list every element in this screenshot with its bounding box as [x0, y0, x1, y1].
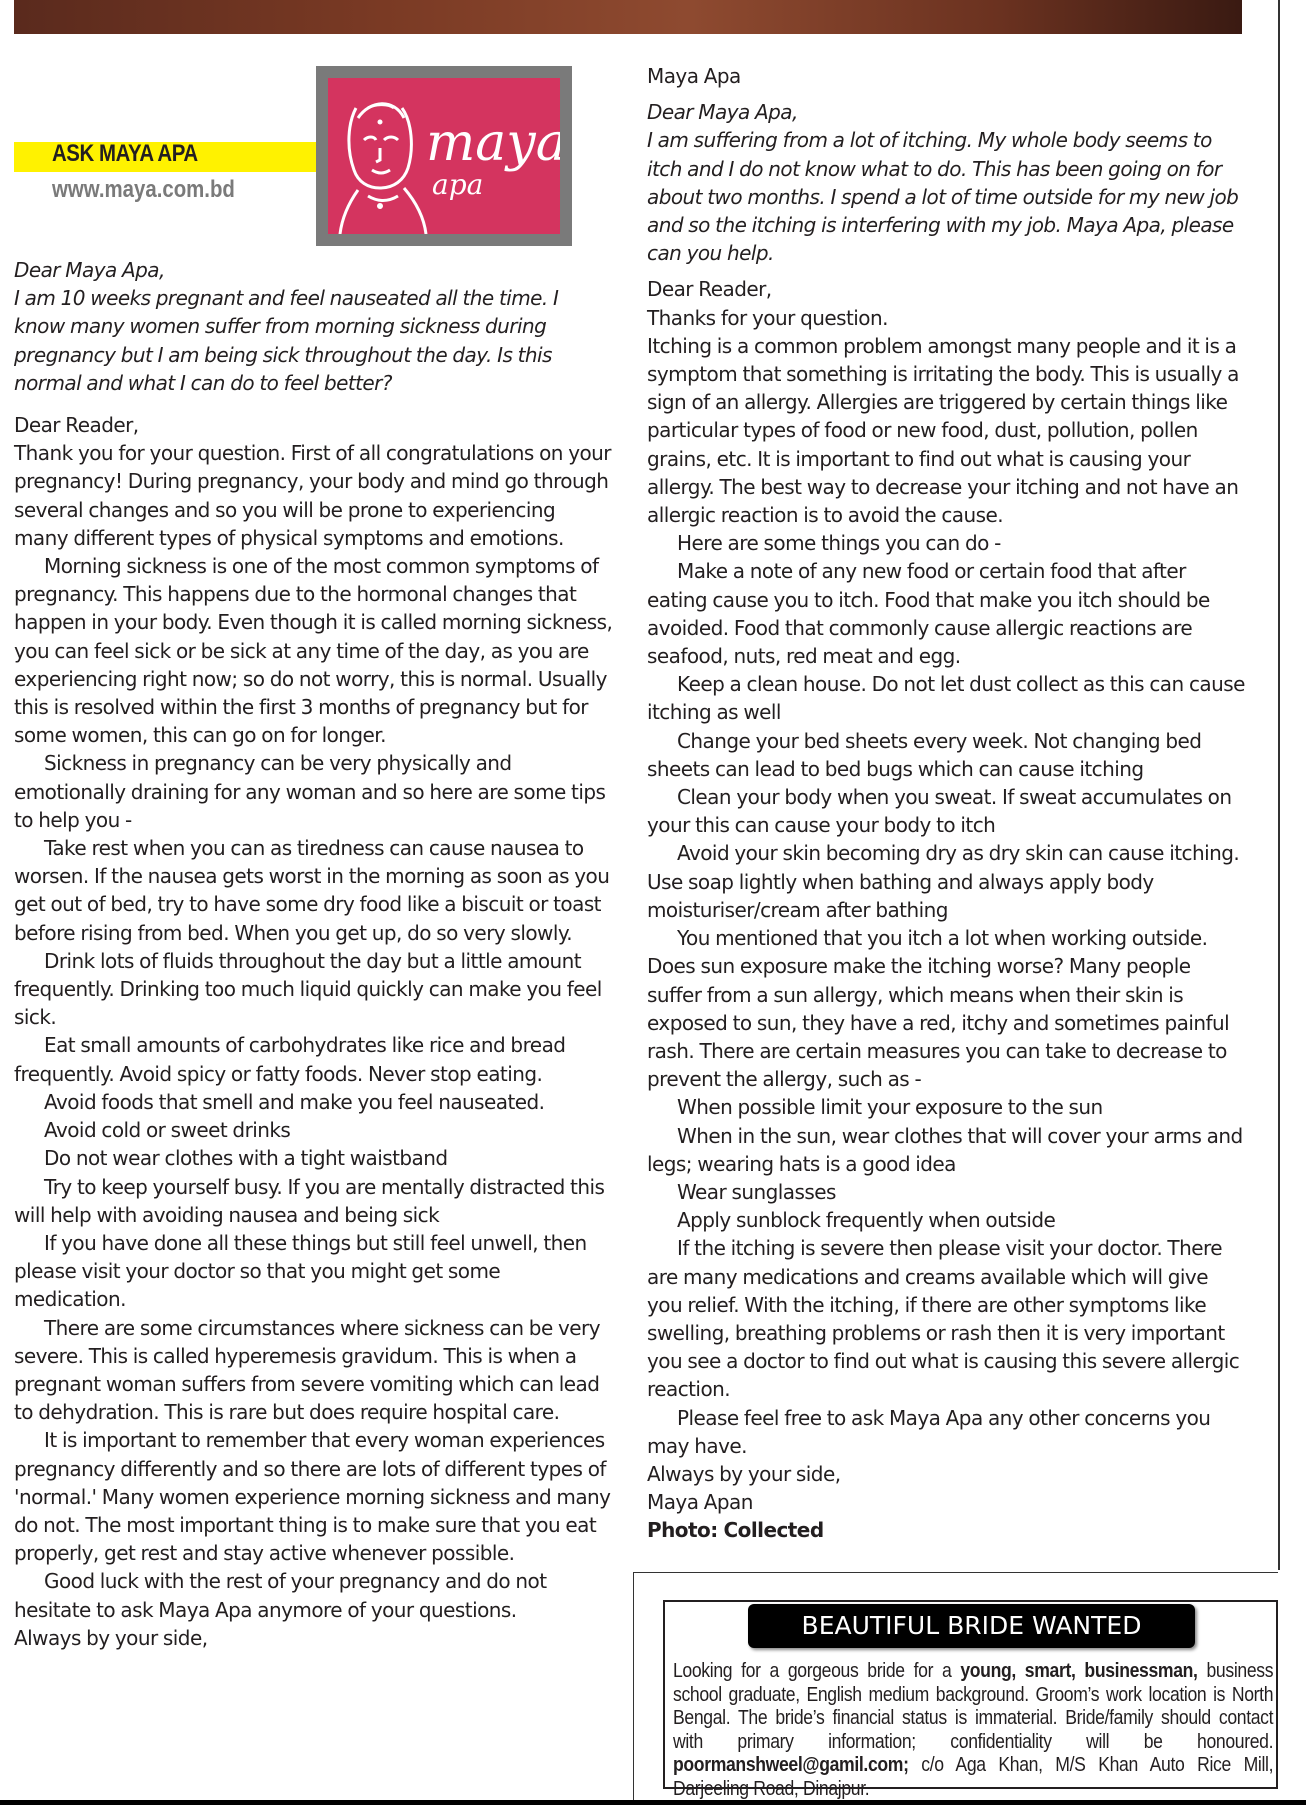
classified-text-part: business school graduate, English medium background. Groom’s work location is North Bengal. The bride’s financial status is immaterial. Bride/family should contact with primary information; confidentiality will be honoured. [673, 1660, 1274, 1753]
answer-paragraph: Please feel free to ask Maya Apa any other concerns you may have. [647, 1405, 1211, 1458]
column-title: ASK MAYA APA [52, 140, 198, 167]
photo-credit: Photo: Collected [647, 1518, 824, 1543]
website-link[interactable]: www.maya.com.bd [52, 176, 235, 203]
classified-text [673, 1660, 1273, 1801]
column-divider-rule [1278, 0, 1280, 1570]
classified-email[interactable]: poormanshweel@gamil.com; [673, 1754, 909, 1776]
closing-line: Always by your side, [14, 1625, 208, 1650]
classified-bold-text: young, smart, businessman, [960, 1660, 1198, 1682]
answer-paragraph: Morning sickness is one of the most common symptoms of pregnancy. This happens due to the hormonal changes that happen in your body. Even though it is called morning sickness, you can feel sick or be sick at any time of the day, as you are experiencing right now; so do not worry, this is normal. Usually this is resolved within the first 3 months of pregnancy but for some women, this can go on for longer. [14, 554, 613, 748]
answer-paragraph: When in the sun, wear clothes that will cover your arms and legs; wearing hats is a good idea [647, 1123, 1243, 1176]
answer-paragraph: There are some circumstances where sickness can be very severe. This is called hyperemesis gravidum. This is when a pregnant woman suffers from severe vomiting which can lead to dehydration. This is rare but does require hospital care. [14, 1315, 601, 1425]
maya-apa-logo [316, 66, 572, 246]
answer-thanks: Thanks for your question. [647, 305, 888, 330]
answer-paragraph: When possible limit your exposure to the sun [677, 1095, 1103, 1120]
question-text: I am suffering from a lot of itching. My whole body seems to itch and I do not know what to do. This has been going on for about two months. I spend a lot of time outside for my new job and so the itching is interfering with my job. Maya Apa, please can you help. [647, 128, 1239, 266]
answer-paragraph: Change your bed sheets every week. Not changing bed sheets can lead to bed bugs which can cause itching [647, 728, 1202, 781]
answer-paragraph: Sickness in pregnancy can be very physically and emotionally draining for any woman and so here are some tips to help you - [14, 751, 606, 832]
answer-paragraph: Keep a clean house. Do not let dust collect as this can cause itching as well [647, 672, 1245, 725]
question-salutation: Dear Maya Apa, [14, 258, 165, 282]
woman-face-icon [328, 78, 560, 234]
right-article-column [647, 62, 1247, 1545]
answer-paragraph: Avoid foods that smell and make you feel nauseated. [44, 1089, 545, 1114]
answer-paragraph: Itching is a common problem amongst many people and it is a symptom that something is irritating the body. This is usually a sign of an allergy. Allergies are triggered by certain things like particular types of food or new food, dust, pollution, pollen grains, etc. It is important to find out what is causing your allergy. The best way to decrease your itching and not have an allergic reaction is to avoid the cause. [647, 333, 1239, 528]
answer-paragraph: Wear sunglasses [677, 1179, 836, 1204]
answer-paragraph: Drink lots of fluids throughout the day but a little amount frequently. Drinking too much liquid quickly can make you feel sick. [14, 948, 602, 1030]
signoff-name: Maya Apa [647, 64, 741, 88]
answer-paragraph: Avoid your skin becoming dry as dry skin can cause itching. Use soap lightly when bathing and always apply body moisturiser/cream after bathing [647, 841, 1240, 922]
answer-salutation: Dear Reader, [14, 413, 139, 438]
page-bottom-rule [0, 1800, 1306, 1805]
classified-heading: BEAUTIFUL BRIDE WANTED [748, 1604, 1195, 1648]
logo-panel [328, 78, 560, 234]
answer-paragraph: Make a note of any new food or certain food that after eating cause you to itch. Food that make you itch should be avoided. Food that commonly cause allergic reactions are seafood, nuts, red meat and egg. [647, 559, 1210, 669]
logo-subtext: apa [432, 168, 484, 201]
answer-paragraph: If you have done all these things but still feel unwell, then please visit your doctor so that you might get some medication. [14, 1230, 587, 1312]
answer-paragraph: Apply sunblock frequently when outside [677, 1208, 1056, 1233]
answer-paragraph: If the itching is severe then please visit your doctor. There are many medications and creams available which will give you relief. With the itching, if there are other symptoms like swelling, breathing problems or rash then it is very important you see a doctor to find out what is causing this severe allergic reaction. [647, 1236, 1240, 1402]
answer-paragraph: It is important to remember that every woman experiences pregnancy differently and so there are lots of different types of 'normal.' Many women experience morning sickness and many do not. The most important thing is to make sure that you eat properly, get rest and stay active whenever possible. [14, 1428, 611, 1566]
answer-paragraph: Here are some things you can do - [677, 531, 1001, 556]
header-photo-strip [14, 0, 1242, 34]
answer-salutation: Dear Reader, [647, 277, 772, 302]
signature: Maya Apan [647, 1490, 753, 1515]
answer-paragraph: Thank you for your question. First of all congratulations on your pregnancy! During pregnancy, your body and mind go through several changes and so you will be prone to experiencing many different types of physical symptoms and emotions. [14, 441, 611, 550]
answer-paragraph: Avoid cold or sweet drinks [44, 1118, 291, 1143]
answer-paragraph: You mentioned that you itch a lot when working outside. Does sun exposure make the itching worse? Many people suffer from a sun allergy, which means when their skin is exposed to sun, they have a red, itchy and sometimes painful rash. There are certain measures you can take to decrease to prevent the allergy, such as - [647, 926, 1230, 1092]
question-salutation: Dear Maya Apa, [647, 100, 798, 125]
classified-text-part: Looking for a gorgeous bride for a [673, 1660, 961, 1682]
classified-text-part: c/o Aga Khan, M/S Khan Auto Rice Mill, Darjeeling Road, Dinajpur. [673, 1754, 1274, 1800]
question-text: I am 10 weeks pregnant and feel nauseated all the time. I know many women suffer from morning sickness during pregnancy but I am being sick throughout the day. Is this normal and what I can do to feel better? [14, 286, 559, 395]
answer-paragraph: Do not wear clothes with a tight waistband [44, 1146, 448, 1171]
answer-paragraph: Clean your body when you sweat. If sweat accumulates on your this can cause your body to itch [647, 785, 1232, 838]
left-article-column [14, 256, 614, 1652]
closing-line: Always by your side, [647, 1461, 841, 1486]
answer-paragraph: Eat small amounts of carbohydrates like rice and bread frequently. Avoid spicy or fatty foods. Never stop eating. [14, 1033, 566, 1086]
answer-paragraph: Take rest when you can as tiredness can cause nausea to worsen. If the nausea gets worst in the morning as soon as you get out of bed, try to have some dry food like a biscuit or toast before rising from bed. When you get up, do so very slowly. [14, 836, 610, 945]
answer-paragraph: Try to keep yourself busy. If you are mentally distracted this will help with avoiding nausea and being sick [14, 1174, 605, 1227]
answer-paragraph: Good luck with the rest of your pregnancy and do not hesitate to ask Maya Apa anymore of your questions. [14, 1569, 547, 1622]
logo-wordmark: maya [426, 113, 560, 173]
